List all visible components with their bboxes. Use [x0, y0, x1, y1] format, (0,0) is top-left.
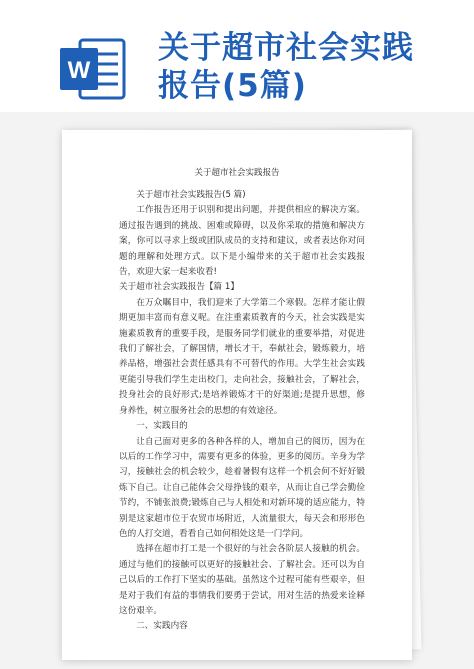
banner-title-line-2: 报告(5篇) — [158, 68, 307, 104]
document-page — [62, 130, 412, 660]
section-heading-part-1: 关于超市社会实践报告【篇 1】 — [119, 282, 239, 293]
document-body — [119, 188, 365, 635]
word-icon-letter: W — [67, 57, 91, 84]
paragraph-part-1: 在万众瞩目中，我们迎来了大学第二个寒假。怎样才能让假期更加丰富而有意义呢。在注重素质教育的今天，社会实践是实施素质教育的重要手段，是服务同学们就业的重要举措，对促进我们了解社会，了解国情，增长才干，奉献社会，锻炼毅力，培养品格，增强社会责任感具有不可替代的作用。大学生社会实践更能引导我们学生走出校门，走向社会，接触社会，了解社会，投身社会的良好形式;是培养锻炼才干的好渠道;是提升思想，修身养性，树立服务社会的思想的有效途径。 — [119, 297, 365, 416]
paragraph-purpose: 让自己面对更多的各种各样的人，增加自己的阅历，因为在以后的工作学习中，需要有更多的体验，更多的阅历。辛身为学习，接触社会的机会较少，趁着暑假有这样一个机会何不好好锻炼下自己。让自己能体会父母挣钱的艰辛，从而让自己学会勤俭节约，不铺张浪费;锻炼自己与人相处和对新环境的适应能力，特别是这家超市位于农贸市场附近，人流量很大，每天会和形形色色的人打交道，看看自己如何相处这是一门学问。 — [119, 436, 365, 539]
banner — [0, 0, 474, 115]
paragraph-supermarket-job: 选择在超市打工是一个很好的与社会各阶层人接触的机会。通过与他们的接触可以更好的接触社会、了解社会。还可以为自己以后的工作打下坚实的基础。虽然这个过程可能有些艰辛，但是对于我们有益的事情我们要勇于尝试，用对生活的热爱来诠释这份艰辛。 — [119, 544, 365, 616]
section-heading-purpose: 一、实践目的 — [136, 421, 188, 432]
banner-title-line-1: 关于超市社会实践 — [158, 30, 414, 66]
document-subtitle: 关于超市社会实践报告(5 篇) — [136, 190, 246, 200]
document-heading: 关于超市社会实践报告 — [194, 168, 280, 178]
word-document-icon — [58, 36, 128, 102]
paragraph-intro: 工作报告还用于识别和提出问题，并提供相应的解决方案。通过报告遇到的挑战、困难或障碍，以及你采取的措施和解决方案，你可以寻求上级或团队成员的支持和建议，或者表达你对问题的理解和处理方式。以下是小编带来的关于超市社会实践报告，欢迎大家一起来收看! — [119, 205, 365, 278]
section-heading-content: 二、实践内容 — [136, 621, 188, 632]
